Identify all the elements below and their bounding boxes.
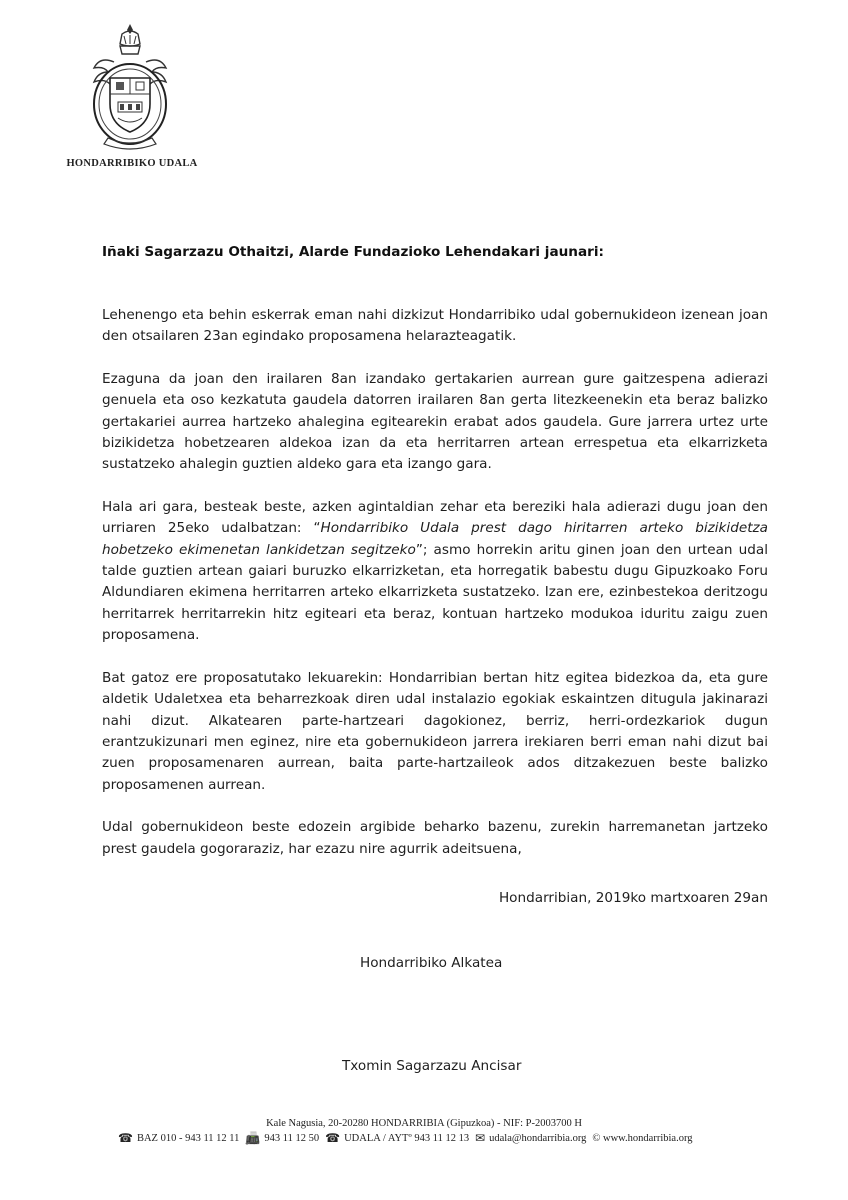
paragraph-3-before: Hala ari gara, besteak beste, azken agintaldian zehar eta bereziki hala adierazi dugu joan den urriaren 25eko udalbatzan: “: [102, 498, 768, 537]
footer-contacts: [118, 1132, 778, 1144]
signer-title: Hondarribiko Alkatea: [360, 955, 503, 971]
place-and-date: Hondarribian, 2019ko martxoaren 29an: [498, 890, 768, 906]
municipal-coat-of-arms-logo: [84, 22, 176, 154]
footer-email[interactable]: udala@hondarribia.org: [489, 1132, 587, 1144]
fax-icon: 📠: [245, 1131, 261, 1145]
phone-icon: ☎: [325, 1131, 341, 1145]
phone-icon: ☎: [118, 1131, 133, 1145]
letter-body: [102, 305, 768, 881]
org-name: HONDARRIBIKO UDALA: [66, 158, 198, 169]
footer-phone-udala: UDALA / AYTº 943 11 12 13: [344, 1132, 470, 1144]
paragraph-3: [102, 497, 768, 647]
paragraph-4: Bat gatoz ere proposatutako lekuarekin: Hondarribian bertan hitz egitea bidezkoa da, eta gure aldetik Udaletxea eta beharrezkoak diren udal instalazio egokiak eskaintzen ditugula jakinarazi nahi dizut. Alkatearen parte-hartzeari dagokionez, berriz, herri-ordezkariok dugun erantzukizunari men eginez, nire eta gobernukideon jarrera irekiaren berri eman nahi dizut bai zuen proposamenaren aurrean, baita parte-hartzaileok ados ditzakezuen beste balizko proposamenen aurrean.: [102, 669, 768, 793]
footer-phone-baz: BAZ 010 - 943 11 12 11: [136, 1132, 240, 1144]
footer-website[interactable]: © www.hondarribia.org: [592, 1132, 693, 1144]
paragraph-5: Udal gobernukideon beste edozein argibide beharko bazenu, zurekin harremanetan jartzeko prest gaudela gogoraraziz, har ezazu nire agurrik adeitsuena,: [102, 819, 768, 857]
council-quote: Hondarribiko Udala prest dago hiritarren arteko bizikidetza hobetzeko ekimenetan lankidetzan segitzeko: [102, 520, 768, 558]
letter-addressee: Iñaki Sagarzazu Othaitzi, Alarde Fundazioko Lehendakari jaunari:: [102, 244, 604, 260]
paragraph-2: Ezaguna da joan den irailaren 8an izandako gertakarien aurrean gure gaitzespena adierazi genuela eta oso kezkatuta gaudela datorren irailaren 8an gerta litezkeenekin eta beraz balizko gertakariei aurrea hartzeko ahalegina egitearekin erabat ados gaudela. Gure jarrera urtez urte bizikidetza hobetzearen aldekoa izan da eta herritarren artean errespetua eta elkarrizketa sustatzeko ahalegin guztien aldeko gara eta izango gara.: [102, 370, 768, 473]
paragraph-1: Lehenengo eta behin eskerrak eman nahi dizkizut Hondarribiko udal gobernukideon izenean joan den otsailaren 23an egindako proposamena helarazteagatik.: [102, 307, 768, 345]
footer-fax: 943 11 12 50: [264, 1132, 320, 1144]
paragraph-3-after: ”; asmo horrekin aritu ginen joan den urtean udal talde guztien artean gaiari buruzko elkarrizketan, eta horregatik babestu dugu Gipuzkoako Foru Aldundiaren ekimena herritarren arteko elkarrizketa sustatzeko. Izan ere, ezinbestekoa deritzogu herritarrek herritarrekin hitz egiteari eta beraz, kontuan hartzeko modukoa iduritu zaigu zuen proposamena.: [102, 541, 768, 644]
footer-address: Kale Nagusia, 20-20280 HONDARRIBIA (Gipuzkoa) - NIF: P-2003700 H: [266, 1118, 582, 1129]
mail-icon: ✉: [475, 1131, 486, 1145]
signer-name: Txomin Sagarzazu Ancisar: [342, 1058, 522, 1074]
